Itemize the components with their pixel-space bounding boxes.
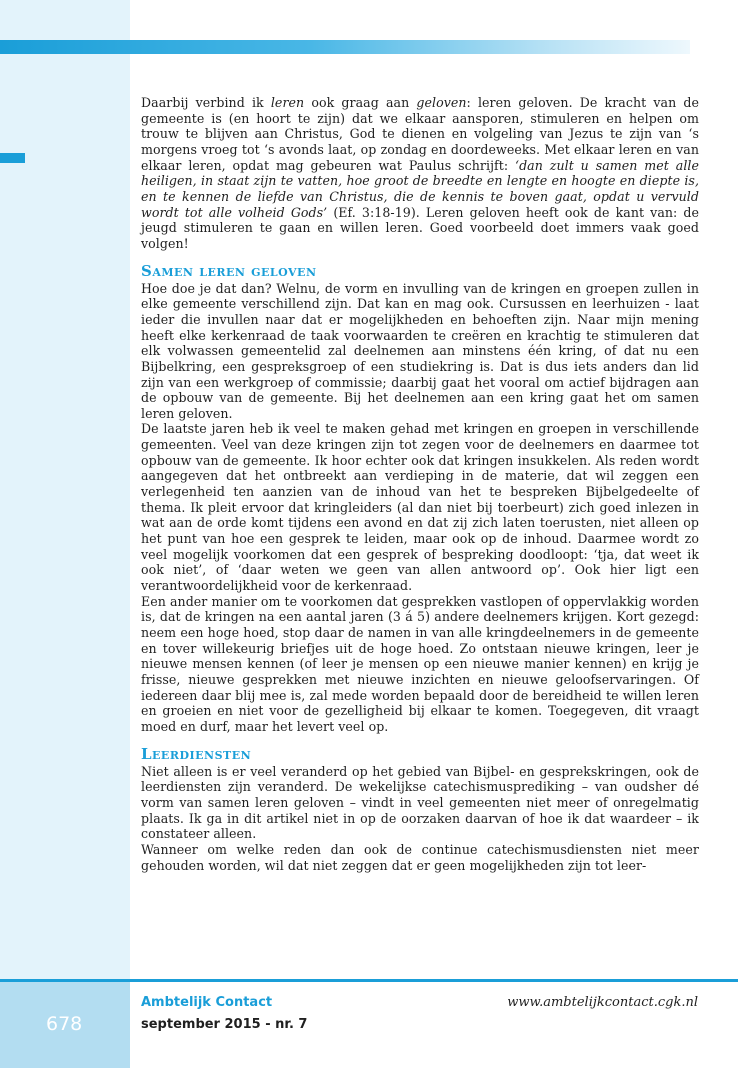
- paragraph: Een ander manier om te voorkomen dat gesprekken vastlopen of oppervlakkig worden is, dat de kringen na een aantal jaren (3 á 5) andere deelnemers krijgen. Kort gezegd: neem een hoge hoed, stop daar de namen in van alle kringdeelnemers in de gemeente en tover willekeurig briefjes uit de hoge hoed. Zo ontstaan nieuwe kringen, leer je nieuwe mensen kennen (of leer je mensen op een nieuwe manier kennen) en krijg je frisse, nieuwe gesprekken met nieuwe inzichten en nieuwe geloofservaringen. Of iedereen daar blij mee is, zal mede worden bepaald door de bereidheid te willen leren en groeien en niet voor de gezelligheid bij elkaar te komen. Toegegeven, dit vraagt moed en durf, maar het levert veel op.: [141, 593, 699, 734]
- paragraph: Daarbij verbind ik leren ook graag aan geloven: leren geloven. De kracht van de gemeente is (en hoort te zijn) dat we elkaar aansporen, stimuleren en helpen om trouw te blijven aan Christus, God te dienen en volgeling van Jezus te zijn van ‘s morgens vroeg tot ‘s avonds laat, op zondag en doordeweeks. Met elkaar leren en van elkaar leren, opdat mag gebeuren wat Paulus schrijft: ‘dan zult u samen met alle heiligen, in staat zijn te vatten, hoe groot de breedte en lengte en hoogte en diepte is, en te kennen de liefde van Christus, die de kennis te boven gaat, opdat u vervuld wordt tot alle volheid Gods’ (Ef. 3:18-19). Leren geloven heeft ook de kant van: de jeugd stimuleren te gaan en willen leren. Goed voorbeeld doet immers vaak goed volgen!: [141, 95, 700, 251]
- header-gradient-bar: [0, 40, 690, 54]
- publication-issue: september 2015 - nr. 7: [141, 1017, 308, 1032]
- paragraph: Niet alleen is er veel veranderd op het gebied van Bijbel- en gesprekskringen, ook de leerdiensten zijn veranderd. De wekelijkse catechismusprediking – van oudsher dé vorm van samen leren geloven – vindt in veel gemeenten niet meer of onregelmatig plaats. Ik ga in dit artikel niet in op de oorzaken daarvan of hoe ik dat waardeer – ik constateer alleen.: [141, 763, 699, 842]
- section-heading-samen-leren-geloven: Samen leren geloven: [141, 261, 317, 280]
- paragraph: Hoe doe je dat dan? Welnu, de vorm en invulling van de kringen en groepen zullen in elke gemeente verschillend zijn. Dat kan en mag ook. Cursussen en leerhuizen - laat ieder die invullen naar dat er mogelijkheden en behoeften zijn. Naar mijn mening heeft elke kerkenraad de taak voorwaarden te creëren en krachtig te stimuleren dat elk volwassen gemeentelid zal deelnemen aan minstens één kring, of dat nu een Bijbelkring, een gespreksgroep of een studiekring is. Dat is dus iets anders dan lid zijn van een werkgroep of commissie; daarbij gaat het vooral om actief bijdragen aan de opbouw van de gemeente. Bij het deelnemen aan een kring gaat het om samen leren geloven.: [141, 280, 699, 421]
- section-heading-leerdiensten: Leerdiensten: [141, 744, 252, 763]
- page-number: 678: [46, 1013, 83, 1035]
- article-body: [141, 95, 699, 873]
- paragraph: Wanneer om welke reden dan ook de continue catechismusdiensten niet meer gehouden worden, wil dat niet zeggen dat er geen mogelijkheden zijn tot leer-: [141, 841, 699, 873]
- publication-name: Ambtelijk Contact: [141, 995, 273, 1010]
- website-link[interactable]: www.ambtelijkcontact.cgk.nl: [507, 995, 698, 1010]
- margin-marker: [0, 153, 25, 163]
- paragraph: De laatste jaren heb ik veel te maken gehad met kringen en groepen in verschillende gemeenten. Veel van deze kringen zijn tot zegen voor de deelnemers en daarmee tot opbouw van de gemeente. Ik hoor echter ook dat kringen insukkelen. Als reden wordt aangegeven dat het ontbreekt aan verdieping in de materie, dat wil zeggen een verlegenheid ten aanzien van de inhoud van het te bespreken Bijbelgedeelte of thema. Ik pleit ervoor dat kringleiders (al dan niet bij toerbeurt) zich goed inlezen in wat aan de orde komt tijdens een avond en dat zij zich laten toerusten, niet alleen op het punt van hoe een gesprek te leiden, maar ook op de inhoud. Daarmee wordt zo veel mogelijk voorkomen dat een gesprek of bespreking doodloopt: ‘tja, dat weet ik ook niet’, of ‘daar weten we geen van allen antwoord op’. Ook hier ligt een verantwoordelijkheid voor de kerkenraad.: [141, 421, 699, 594]
